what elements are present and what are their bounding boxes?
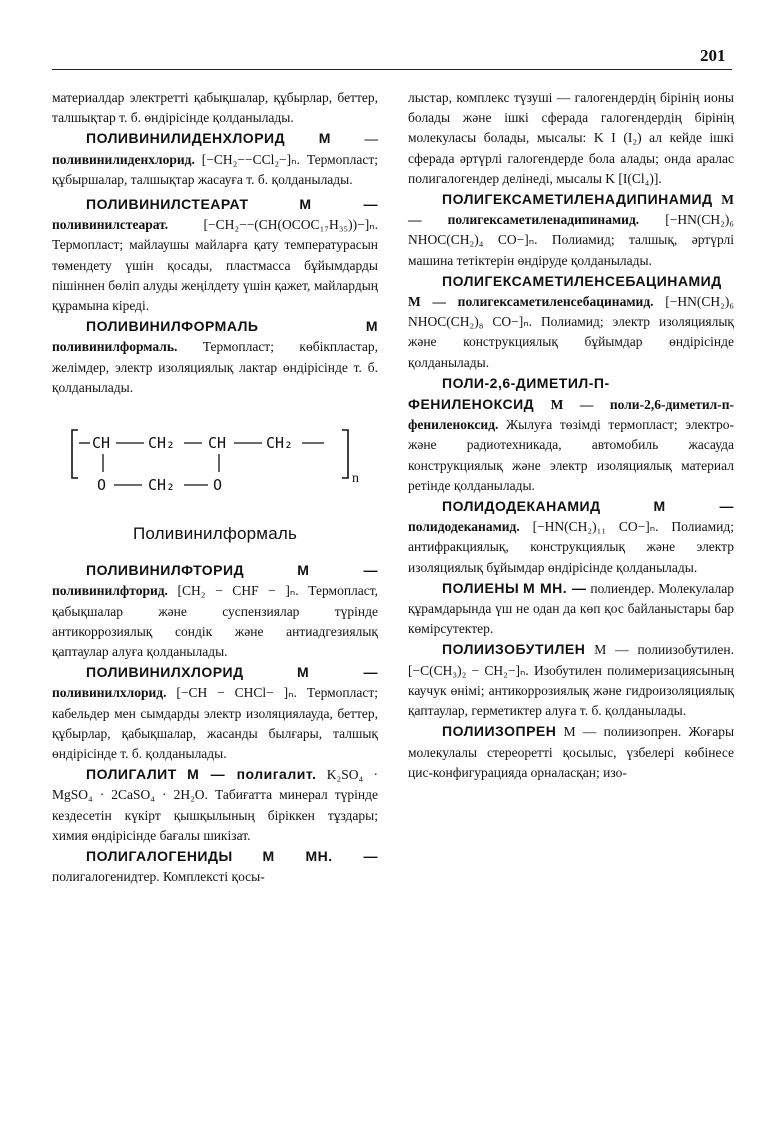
headword: ПОЛИДОДЕКАНАМИД [442,498,601,515]
entry-mark: М — поли-2,6-диметил-п-фениленоксид. [408,397,734,433]
definition: Жоғары молекулалы стереоретті қосылыс, үзбелері көбінесе цис-конфигурацияда орналасқан; изо- [408,724,735,780]
entry-polyhalite [52,764,378,846]
formula-ch2-c: CH₂ [148,476,176,495]
entry-polyenes [408,578,734,640]
headword: ПОЛИВИНИЛХЛОРИД [86,664,244,681]
headword: ПОЛИИЗОПРЕН [442,723,557,740]
term: — поливинилиденхлорид. [52,131,378,167]
continuation-text: материалдар электретті қабықшалар, құбырлар, беттер, талшықтар т. б. өндірісінде қолданылады. [52,90,378,126]
entry-mark: М — [653,498,734,515]
term: поливинилформаль. [52,339,178,355]
continuation-text: лыстар, комплекс түзуші — галогендердің бірінің ионы болады және ішкі сферада галогендердің бірінің молекуласы болады, мысалы: K I (I₂) ал кейде ішкі сферада әртүрлі галогендерде бола алады; онда аралас полигалогендер делінеді, мысалы K [I(Cl₄)]. [408,90,734,186]
left-bracket [72,430,78,478]
definition: Термопласт, қабықшалар және суспензиялар түрінде антикоррозиялық сондік және антиадгезиялық қаптаулар алуға қолданылады. [52,583,379,660]
entry-mark: М [318,130,331,147]
term: полидодеканамид. [408,519,520,535]
headword: ПОЛИГЕКСАМЕТИЛЕНАДИПИНАМИД [442,191,713,208]
headword: ПОЛИВИНИЛСТЕАРАТ [86,196,249,213]
headword: ПОЛИЕНЫ [442,579,520,596]
definition: Термопласт; құбыршалар, талшықтар жасауға т. б. қолданылады. [52,151,379,187]
term: поливинилстеарат. [52,217,169,233]
entry-mark: М МН. — [523,579,587,596]
definition: Термопласт; кабельдер мен сымдарды электр изоляциялауда, беттер, құбырлар, қабықшалар, жасанды былғары, талшық өндірісінде т. б. қолданылады. [52,685,379,762]
formula: [−C(CH₃)₂ − CH₂−]ₙ. [408,662,529,678]
left-column [52,88,378,888]
formula-n: n [352,471,359,487]
definition: Изобутилен полимеризациясының каучук өнімі; антикоррозиялық және гидроизоляциялық қаптаулар, герметиктер алуға т. б. қолданылады. [408,662,734,719]
formula-o-b: O [213,476,223,495]
headword: ПОЛИГЕКСАМЕТИЛЕНСЕБАЦИНАМИД [442,272,722,289]
headword: ПОЛИВИНИЛИДЕНХЛОРИД [86,130,286,147]
headword: ПОЛИ-2,6-ДИМЕТИЛ-П-ФЕНИЛЕНОКСИД [408,374,610,413]
headword: ПОЛИГАЛИТ [86,766,177,783]
entry-polyvinyl-formal [52,316,378,398]
entry-mark: М МН. — [262,848,378,865]
formula: [−CH₂−−CCl₂−]ₙ. [201,151,300,167]
definition: Термопласт; көбікпластар, желімдер, электр изоляциялық лактар өндірісінде т. б. қолданылады. [52,339,378,395]
entry-mark: М — [299,196,378,213]
definition: Полиамид; антифракциялық, конструкциялық және электр изоляциялық бұйымдар өндірісінде қолданылады. [408,519,734,575]
definition: Табиғатта минерал түрінде кездесетін күкірт қышқылының біріккен тұздары; химия өндірісінде бағалы шикізат. [52,787,379,843]
formula-ch2-b: CH₂ [266,434,294,453]
entry-polyvinyl-chloride [52,662,378,764]
formula: [−CH₂−−(CH(OCOC₁₇H₃₅))−]ₙ. [203,217,378,233]
header-rule [52,69,732,70]
entry-polyisobutylene [408,639,734,721]
entry-polydodecanamide [408,496,734,578]
formula: [CH₂ − CHF − ]ₙ. [177,583,299,599]
entry-mark: М — [297,562,378,579]
formula: [−HN(CH₂)₁₁ CO−]ₙ. [532,519,659,535]
structural-formula [52,416,378,516]
entry-mark: М — полигексаметиленсебацинамид. [408,294,654,310]
right-bracket [342,430,348,478]
headword: ПОЛИВИНИЛФТОРИД [86,562,245,579]
definition: Полиамид; талшық, әртүрлі машина тетіктерін өндіруде қолданылады. [408,232,735,268]
formula: [−HN(CH₂)₆ NHOC(CH₂)₈ CO−]ₙ. [408,294,735,330]
term: поливинилхлорид. [52,685,167,701]
entry-polyhexamethylene-adipinamide [408,189,734,271]
entry-polyhexamethylene-sebacinamide [408,271,734,373]
formula-ch-a: CH [92,434,111,453]
entry-mark: М — полиизобутилен. [594,642,734,658]
polyvinylformal-structure [52,416,378,516]
formula-o-a: O [97,476,107,495]
definition: полигалогенидтер. Комплексті қосы- [52,869,265,885]
definition: полиендер. Молекулалар құрамдарында үш не одан да көп қос байланыстары бар көмірсутектер. [408,580,735,637]
definition: Жылуға төзімді термопласт; электро-және радиотехникада, автомобиль жасауда конструкциялық және электр изоляциялық материал ретінде қолданылады. [408,417,735,493]
entry-polydimethylphenylene-oxide [408,373,734,496]
headword: ПОЛИВИНИЛФОРМАЛЬ [86,318,259,335]
entry-mark: М [365,318,378,335]
headword: ПОЛИИЗОБУТИЛЕН [442,641,586,658]
entry-mark: М — [296,664,378,681]
figure-caption: Поливинилформаль [132,524,298,544]
entry-mark: М — полигалит. [187,766,317,783]
headword: ПОЛИГАЛОГЕНИДЫ [86,848,233,865]
definition: Полиамид; электр изоляциялық және конструкциялық бұйымдар өндірісінде қолданылады. [408,314,734,370]
entry-polyvinyl-fluoride [52,560,378,662]
entry-polyisoprene [408,721,734,783]
formula-ch-b: CH [208,434,227,453]
formula: [−CH − CHCl− ]ₙ. [176,685,297,701]
entry-polyvinylidene-chloride [52,128,378,190]
term: поливинилфторид. [52,583,168,599]
entry-polyvinyl-stearate [52,194,378,316]
definition: Термопласт; майлаушы майларға қату температурасын төмендету үшін қосады, пластмасса бұйымдарды пішіннен бөліп алуды жеңілдету үшін қажет, майлардың құрамына кіреді. [52,237,378,314]
entry-mark: М — полигексаметиленадипинамид. [408,192,734,228]
formula-ch2-a: CH₂ [148,434,176,453]
formula: K₂SO₄ · MgSO₄ · 2CaSO₄ · 2H₂O. [52,767,379,803]
entry-mark: М — полиизопрен. [563,724,682,740]
page-number: 201 [700,46,726,65]
formula: [−HN(CH₂)₆ NHOC(CH₂)₄ CO−]ₙ. [408,212,735,248]
right-column [408,88,734,783]
entry-polyhalogenides [52,846,378,887]
